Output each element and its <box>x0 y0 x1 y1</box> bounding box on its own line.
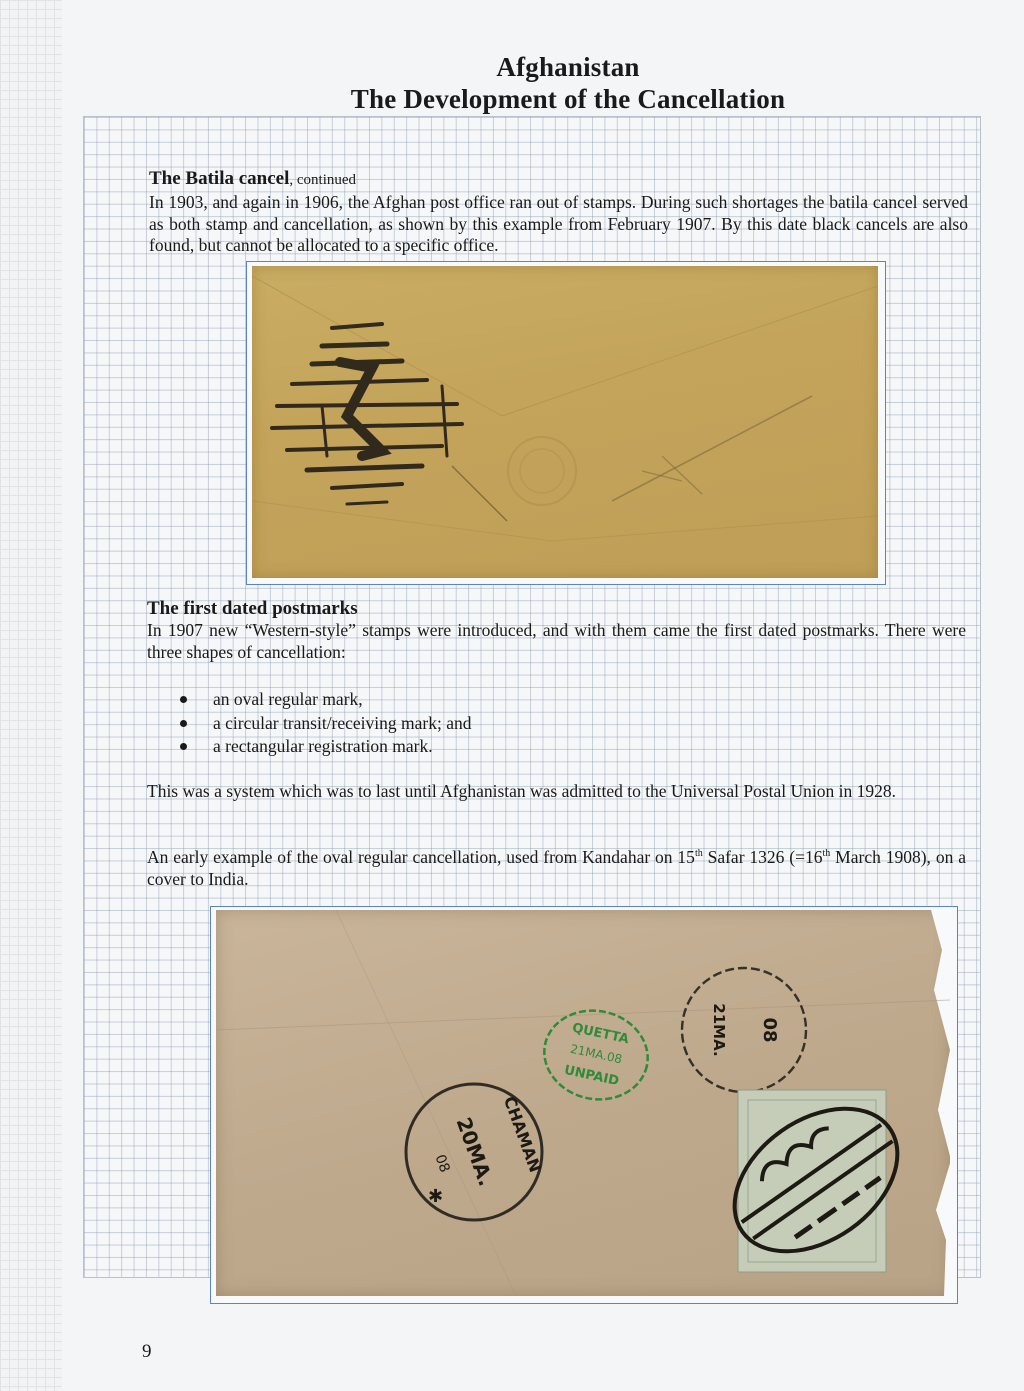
batila-cover-image <box>252 266 878 578</box>
svg-text:21MA.08: 21MA.08 <box>568 1041 624 1067</box>
svg-text:UNPAID: UNPAID <box>562 1062 621 1090</box>
section-batila <box>149 168 968 257</box>
section-dated-postmarks <box>147 598 966 663</box>
section-intro: In 1907 new “Western-style” stamps were introduced, and with them came the first dated postmarks. There were three shapes of cancellation: <box>147 619 966 662</box>
cancellation-shapes-list <box>178 688 472 759</box>
page-title: Afghanistan <box>496 52 640 82</box>
kandahar-cover-markings <box>216 910 950 1296</box>
pencil-stroke <box>452 466 507 521</box>
svg-text:20MA.: 20MA. <box>451 1114 499 1190</box>
pencil-stroke <box>612 396 812 501</box>
svg-text:QUETTA: QUETTA <box>570 1020 631 1048</box>
album-binding-strip <box>0 0 63 1391</box>
section-heading: The Batila cancel <box>149 168 290 189</box>
svg-text:08: 08 <box>759 1017 780 1043</box>
heading-suffix: , continued <box>289 172 357 188</box>
upu-paragraph: This was a system which was to last until Afghanistan was admitted to the Universal Postal Union in 1928. <box>147 781 897 801</box>
list-item: an oval regular mark, <box>178 688 472 712</box>
svg-text:08: 08 <box>431 1152 453 1175</box>
section-body: In 1903, and again in 1906, the Afghan post office ran out of stamps. During such shortages the batila cancel served as both stamp and cancellation, as shown by this example from February 1907. By this date black cancels are also found, but cannot be allocated to a specific office. <box>149 191 968 256</box>
list-item: a circular transit/receiving mark; and <box>178 712 472 736</box>
svg-text:21MA.: 21MA. <box>710 1003 728 1057</box>
embossed-seal <box>508 437 576 505</box>
svg-text:✱: ✱ <box>428 1186 444 1207</box>
envelope-fold-line <box>252 501 878 541</box>
list-item: a rectangular registration mark. <box>178 735 472 759</box>
embossed-seal-inner <box>520 449 564 493</box>
torn-edge <box>931 910 950 1296</box>
page-number: 9 <box>142 1341 152 1362</box>
page-subtitle: The Development of the Cancellation <box>350 84 786 114</box>
batila-cancel <box>272 324 462 504</box>
kandahar-paragraph: An early example of the oval regular cancellation, used from Kandahar on 15th Safar 1326 (=16th March 1908), on a cover to India. <box>147 847 966 889</box>
section-heading: The first dated postmarks <box>147 598 358 619</box>
quetta-unpaid-mark <box>536 1001 656 1109</box>
chaman-circular-mark <box>406 1084 545 1220</box>
kandahar-cover-image <box>216 910 950 1296</box>
svg-text:CHAMAN: CHAMAN <box>499 1093 545 1175</box>
transit-circular-mark <box>682 968 806 1092</box>
pencil-stroke <box>642 456 702 494</box>
batila-cover-markings <box>252 266 878 578</box>
